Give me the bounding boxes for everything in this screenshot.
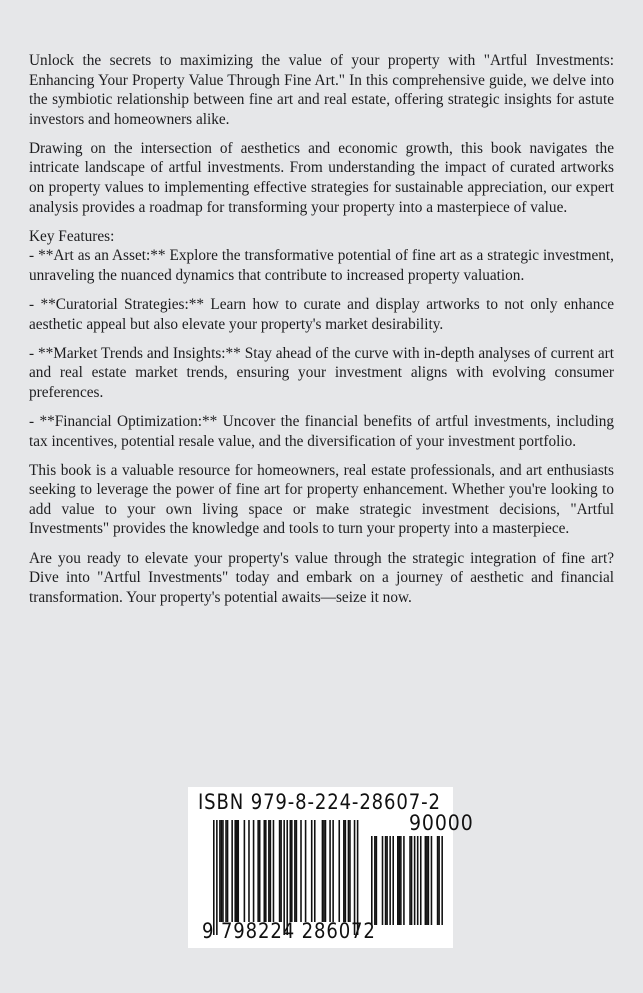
barcode-bar [332, 820, 334, 922]
barcode-bar [294, 820, 296, 922]
barcode-bar [305, 820, 307, 922]
barcode-bar [325, 820, 327, 922]
barcode-bar [280, 820, 282, 922]
barcode-bar [399, 836, 401, 925]
isbn-barcode [188, 787, 474, 948]
barcode-bar [411, 836, 413, 925]
barcode-bar [314, 820, 316, 922]
barcode-bar [322, 820, 324, 922]
barcode-bar [259, 820, 261, 922]
barcode-bar [420, 836, 422, 925]
barcode-bar [389, 836, 391, 925]
barcode-bar [263, 820, 265, 922]
closing-paragraph: This book is a valuable resource for homeowners, real estate professionals, and art enthusiasts seeking to leverage the power of fine art for property enhancement. Whether you're looking to add value to your own living space or make strategic investment decisions, "Artful Investments" provides the knowledge and tools to turn your property into a masterpiece. [29, 461, 614, 538]
barcode-bar [290, 820, 292, 922]
barcode-bar [414, 836, 416, 925]
barcode-bar [234, 820, 236, 922]
barcode-bar [354, 820, 356, 935]
isbn-label: ISBN 979-8-224-28607-2 [198, 790, 441, 814]
barcode-bar [216, 820, 218, 935]
barcode-bar [237, 820, 239, 922]
barcode-bar [385, 836, 387, 925]
barcode-bar [221, 820, 223, 922]
barcode-bar [371, 836, 373, 925]
barcode-bar [441, 836, 443, 925]
barcode-bar [400, 836, 402, 925]
barcode-bar [268, 820, 270, 922]
barcode-bar [374, 836, 376, 925]
barcode-bar [311, 820, 313, 922]
barcode-bar [231, 820, 233, 922]
key-features-heading: Key Features: [29, 227, 115, 245]
feature-item: - **Financial Optimization:** Uncover the financial benefits of artful investments, including tax incentives, potential resale value, and the diversification of your investment portfolio. [29, 413, 614, 450]
barcode-bar [357, 820, 359, 935]
barcode-bar [222, 820, 224, 922]
barcode-bar [213, 820, 215, 935]
call-to-action-paragraph: Are you ready to elevate your property's value through the strategic integration of fine art? Dive into "Artful Investments" today and embark on a journey of aesthetic and financial transformation. Your property's potential awaits—seize it now. [29, 549, 614, 606]
barcode-bar [417, 836, 419, 925]
barcode-bar [345, 820, 347, 922]
back-cover-description [29, 51, 614, 617]
barcode-bar [323, 820, 325, 922]
barcode-bar [286, 820, 288, 935]
barcode-bar [253, 820, 255, 922]
barcode-bar [348, 820, 350, 922]
barcode-bar [279, 820, 281, 922]
barcode-bar [273, 820, 275, 922]
barcode-bar [392, 836, 394, 925]
barcode-bar [426, 836, 428, 925]
barcode-bar [329, 820, 331, 922]
overview-paragraph: Drawing on the intersection of aesthetics and economic growth, this book navigates the intricate landscape of artful investments. From understanding the impact of curated artworks on property values to implementing effective strategies for sustainable appreciation, our expert analysis provides a roadmap for transforming your property into a masterpiece of value. [29, 139, 614, 216]
barcode-bar [338, 820, 340, 922]
barcode-bar [376, 836, 378, 925]
barcode-bar [437, 836, 439, 925]
barcode-bar [296, 820, 298, 922]
intro-paragraph: Unlock the secrets to maximizing the value of your property with "Artful Investments: Enhancing Your Property Value Through Fine Art." In this comprehensive guide, we delve into the symbiotic relationship between fine art and real estate, offering strategic insights for astute investors and homeowners alike. [29, 52, 614, 128]
barcode-bar [409, 836, 411, 925]
barcode-bar [257, 820, 259, 922]
barcode-bar [382, 836, 384, 925]
ean-number: 9 798224 286072 [202, 919, 376, 943]
barcode-bar [248, 820, 250, 922]
barcode-bar [431, 836, 433, 925]
barcode-bar [270, 820, 272, 922]
barcode-bar [236, 820, 238, 922]
feature-item: - **Art as an Asset:** Explore the transformative potential of fine art as a strategic investment, unraveling the nuanced dynamics that contribute to increased property valuation. [29, 247, 614, 284]
barcode-bar [225, 820, 227, 922]
barcode-bar [343, 820, 345, 922]
barcode-bar [438, 836, 440, 925]
barcode-bar [428, 836, 430, 925]
barcode-bar [349, 820, 351, 922]
barcode-bar [300, 820, 302, 922]
barcode-bar [425, 836, 427, 925]
barcode-bar [244, 820, 246, 922]
price-addon-number: 90000 [409, 811, 474, 835]
barcode-bar [219, 820, 221, 922]
barcode-bar [397, 836, 399, 925]
barcode-bar [283, 820, 285, 935]
barcode-bar [291, 820, 293, 922]
barcode-bar [265, 820, 267, 922]
barcode-bar [403, 836, 405, 925]
barcode-bar [386, 836, 388, 925]
feature-item: - **Market Trends and Insights:** Stay ahead of the curve with in-depth analyses of current art and real estate market trends, ensuring your investment aligns with evolving consumer preferences. [29, 344, 614, 401]
barcode-bar [227, 820, 229, 922]
feature-item: - **Curatorial Strategies:** Learn how to curate and display artworks to not only enhance aesthetic appeal but also elevate your property's market desirability. [29, 296, 614, 333]
